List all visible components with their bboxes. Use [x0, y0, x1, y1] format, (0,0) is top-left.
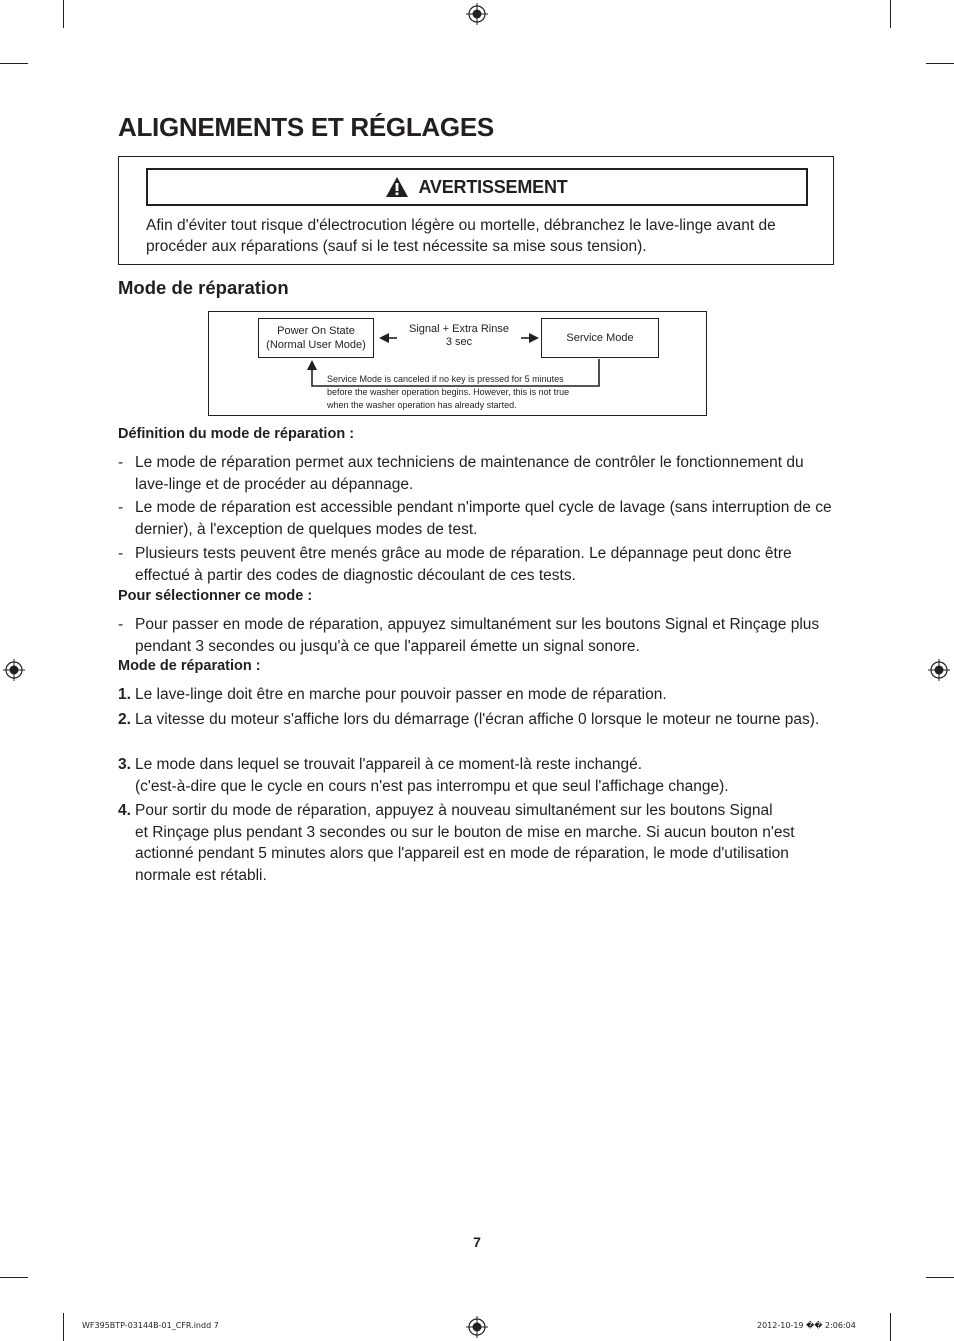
- service-mode-diagram: [208, 311, 707, 416]
- mode-step: 1. Le lave-linge doit être en marche pour pouvoir passer en mode de réparation.: [118, 686, 667, 703]
- definition-item: - Le mode de réparation est accessible pendant n'importe quel cycle de lavage (sans interruption de ce dernier), à l'exception de quelques modes de test.: [118, 499, 832, 538]
- warning-triangle-icon: [386, 177, 408, 197]
- crop-mark: [63, 1313, 64, 1341]
- footer-file-slug: WF395BTP-03144B-01_CFR.indd 7: [82, 1321, 219, 1330]
- crop-mark: [890, 1313, 891, 1341]
- crop-mark: [0, 63, 28, 64]
- note-line1: Service Mode is canceled if no key is pressed for 5 minutes: [327, 374, 564, 384]
- page-title: ALIGNEMENTS ET RÉGLAGES: [118, 112, 494, 142]
- footer-timestamp: 2012-10-19 �� 2:06:04: [757, 1321, 856, 1330]
- mode-step: 3. Le mode dans lequel se trouvait l'appareil à ce moment-là reste inchangé. (c'est-à-dire que le cycle en cours n'est pas interrompu et que seul l'affichage change).: [118, 756, 729, 795]
- definition-item: - Le mode de réparation permet aux techniciens de maintenance de contrôler le fonctionnement du lave-linge et de procéder au dépannage.: [118, 454, 804, 493]
- registration-mark-icon: [928, 659, 950, 681]
- mode-heading: Mode de réparation :: [118, 658, 261, 674]
- mode-step: 2. La vitesse du moteur s'affiche lors du démarrage (l'écran affiche 0 lorsque le moteur ne tourne pas).: [118, 711, 820, 728]
- registration-mark-icon: [466, 1316, 488, 1338]
- service-mode-label: Service Mode: [566, 332, 634, 344]
- definition-heading: Définition du mode de réparation :: [118, 426, 355, 442]
- power-state-line1: Power On State: [277, 325, 355, 337]
- crop-mark: [926, 63, 954, 64]
- select-item: - Pour passer en mode de réparation, appuyez simultanément sur les boutons Signal et Rinçage plus pendant 3 secondes ou jusqu'à ce que l'appareil émette un signal sonore.: [118, 616, 820, 655]
- note-line2: before the washer operation begins. However, this is not true: [327, 387, 570, 397]
- diagram-note: [327, 373, 627, 412]
- warning-text: Afin d'éviter tout risque d'électrocution légère ou mortelle, débranchez le lave-linge avant de procéder aux réparations (sauf si le test nécessite sa mise sous tension).: [146, 217, 776, 255]
- warning-box: [118, 156, 834, 265]
- registration-mark-icon: [3, 659, 25, 681]
- mode-step: 4. Pour sortir du mode de réparation, appuyez à nouveau simultanément sur les boutons Signal et Rinçage plus pendant 3 secondes ou sur le bouton de mise en marche. Si aucun bouton n'est actionné pendant 5 minutes alors que l'appareil est en mode de réparation, le mode d'utilisation normale est rétabli.: [118, 802, 795, 884]
- crop-mark: [890, 0, 891, 28]
- warning-label: AVERTISSEMENT: [418, 176, 568, 197]
- section-title: Mode de réparation: [118, 277, 289, 298]
- warning-header: [146, 168, 808, 206]
- note-line3: when the washer operation has already started.: [327, 400, 517, 410]
- crop-mark: [0, 1277, 28, 1278]
- registration-mark-icon: [466, 3, 488, 25]
- crop-mark: [63, 0, 64, 28]
- definition-item: - Plusieurs tests peuvent être menés grâce au mode de réparation. Le dépannage peut donc être effectué à partir des codes de diagnostic découlant de ces tests.: [118, 545, 792, 584]
- power-state-line2: (Normal User Mode): [266, 339, 366, 351]
- select-heading: Pour sélectionner ce mode :: [118, 588, 313, 604]
- page-number: 7: [473, 1234, 481, 1250]
- signal-line2: 3 sec: [445, 336, 473, 348]
- crop-mark: [926, 1277, 954, 1278]
- signal-line1: Signal + Extra Rinse: [409, 323, 509, 335]
